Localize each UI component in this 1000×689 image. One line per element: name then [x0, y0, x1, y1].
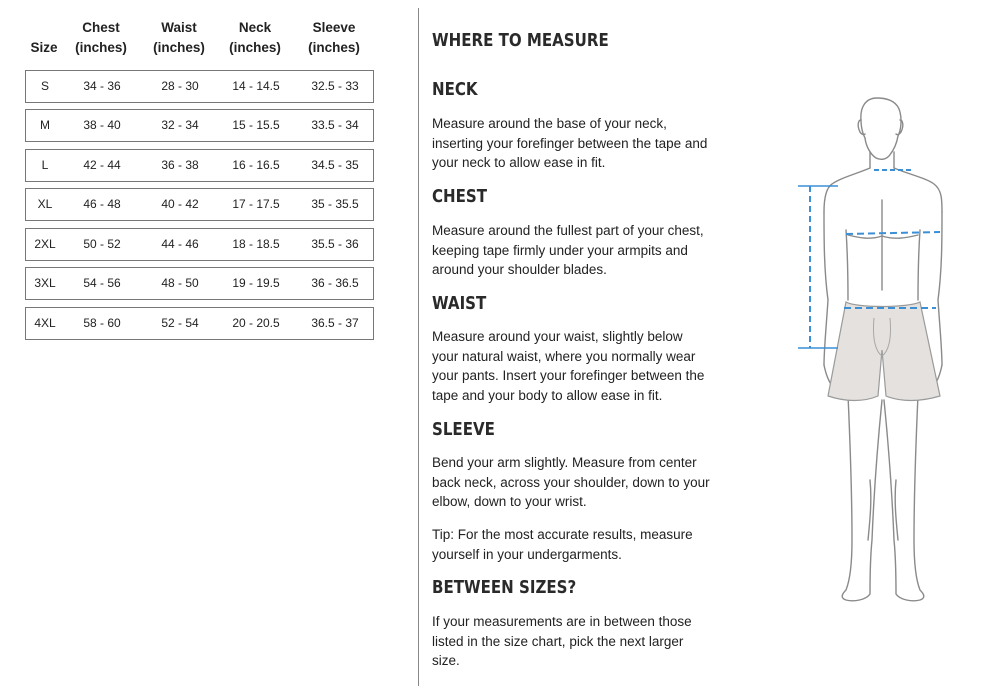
cell-chest: 50 - 52 — [83, 237, 121, 251]
sleeve-text: Bend your arm slightly. Measure from center back neck, across your shoulder, down to your elbow, down to your wrist. — [432, 455, 710, 509]
cell-waist: 44 - 46 — [161, 237, 199, 251]
cell-sleeve: 36.5 - 37 — [311, 316, 359, 330]
header-chest: Chest (inches) — [75, 20, 127, 55]
cell-size: 2XL — [34, 237, 56, 251]
tip-text: Tip: For the most accurate results, measure yourself in your undergarments. — [432, 527, 693, 562]
between-sizes-text: If your measurements are in between those listed in the size chart, pick the next larger size. — [432, 614, 692, 668]
cell-chest: 46 - 48 — [83, 197, 121, 211]
cell-size: XL — [37, 197, 53, 211]
header-size: Size — [30, 40, 58, 55]
cell-waist: 36 - 38 — [161, 158, 199, 172]
body-measurement-figure — [790, 90, 970, 610]
cell-neck: 14 - 14.5 — [232, 79, 280, 93]
cell-size: 3XL — [34, 276, 56, 290]
size-chart — [0, 0, 400, 689]
cell-size: L — [41, 158, 49, 172]
chest-text: Measure around the fullest part of your chest, keeping tape firmly under your armpits and around your shoulder blades. — [432, 223, 704, 277]
cell-chest: 42 - 44 — [83, 158, 121, 172]
table-row — [25, 109, 374, 142]
cell-waist: 48 - 50 — [161, 276, 199, 290]
sleeve-heading: SLEEVE — [432, 420, 495, 440]
table-row — [25, 70, 374, 103]
cell-neck: 20 - 20.5 — [232, 316, 280, 330]
waist-heading: WAIST — [432, 294, 487, 314]
cell-neck: 15 - 15.5 — [232, 118, 280, 132]
cell-sleeve: 35 - 35.5 — [311, 197, 359, 211]
cell-sleeve: 33.5 - 34 — [311, 118, 359, 132]
cell-neck: 18 - 18.5 — [232, 237, 280, 251]
cell-waist: 32 - 34 — [161, 118, 199, 132]
chest-measure-line — [846, 232, 940, 234]
cell-sleeve: 35.5 - 36 — [311, 237, 359, 251]
chest-heading: CHEST — [432, 187, 488, 207]
cell-waist: 40 - 42 — [161, 197, 199, 211]
table-row — [25, 149, 374, 182]
cell-chest: 38 - 40 — [83, 118, 121, 132]
table-row — [25, 188, 374, 221]
cell-waist: 52 - 54 — [161, 316, 199, 330]
column-divider — [418, 8, 419, 686]
cell-chest: 54 - 56 — [83, 276, 121, 290]
cell-chest: 58 - 60 — [83, 316, 121, 330]
cell-sleeve: 36 - 36.5 — [311, 276, 359, 290]
shorts — [828, 302, 940, 401]
table-row — [25, 307, 374, 340]
cell-chest: 34 - 36 — [83, 79, 121, 93]
cell-sleeve: 32.5 - 33 — [311, 79, 359, 93]
guide-title: WHERE TO MEASURE — [432, 31, 609, 51]
cell-size: 4XL — [34, 316, 56, 330]
table-row — [25, 267, 374, 300]
header-waist: Waist (inches) — [153, 20, 205, 55]
table-row — [25, 228, 374, 261]
cell-neck: 19 - 19.5 — [232, 276, 280, 290]
cell-size: M — [40, 118, 50, 132]
cell-sleeve: 34.5 - 35 — [311, 158, 359, 172]
neck-text: Measure around the base of your neck, inserting your forefinger between the tape and your neck to allow ease in fit. — [432, 116, 708, 170]
cell-waist: 28 - 30 — [161, 79, 199, 93]
neck-heading: NECK — [432, 80, 478, 100]
cell-neck: 16 - 16.5 — [232, 158, 280, 172]
between-sizes-heading: BETWEEN SIZES? — [432, 578, 577, 598]
cell-size: S — [40, 79, 49, 93]
header-neck: Neck (inches) — [229, 20, 281, 55]
waist-text: Measure around your waist, slightly below your natural waist, where you normally wear your pants. Insert your forefinger between the tape and your body to allow ease in fit. — [432, 329, 705, 403]
size-chart-header — [25, 18, 375, 62]
cell-neck: 17 - 17.5 — [232, 197, 280, 211]
header-sleeve: Sleeve (inches) — [308, 20, 360, 55]
